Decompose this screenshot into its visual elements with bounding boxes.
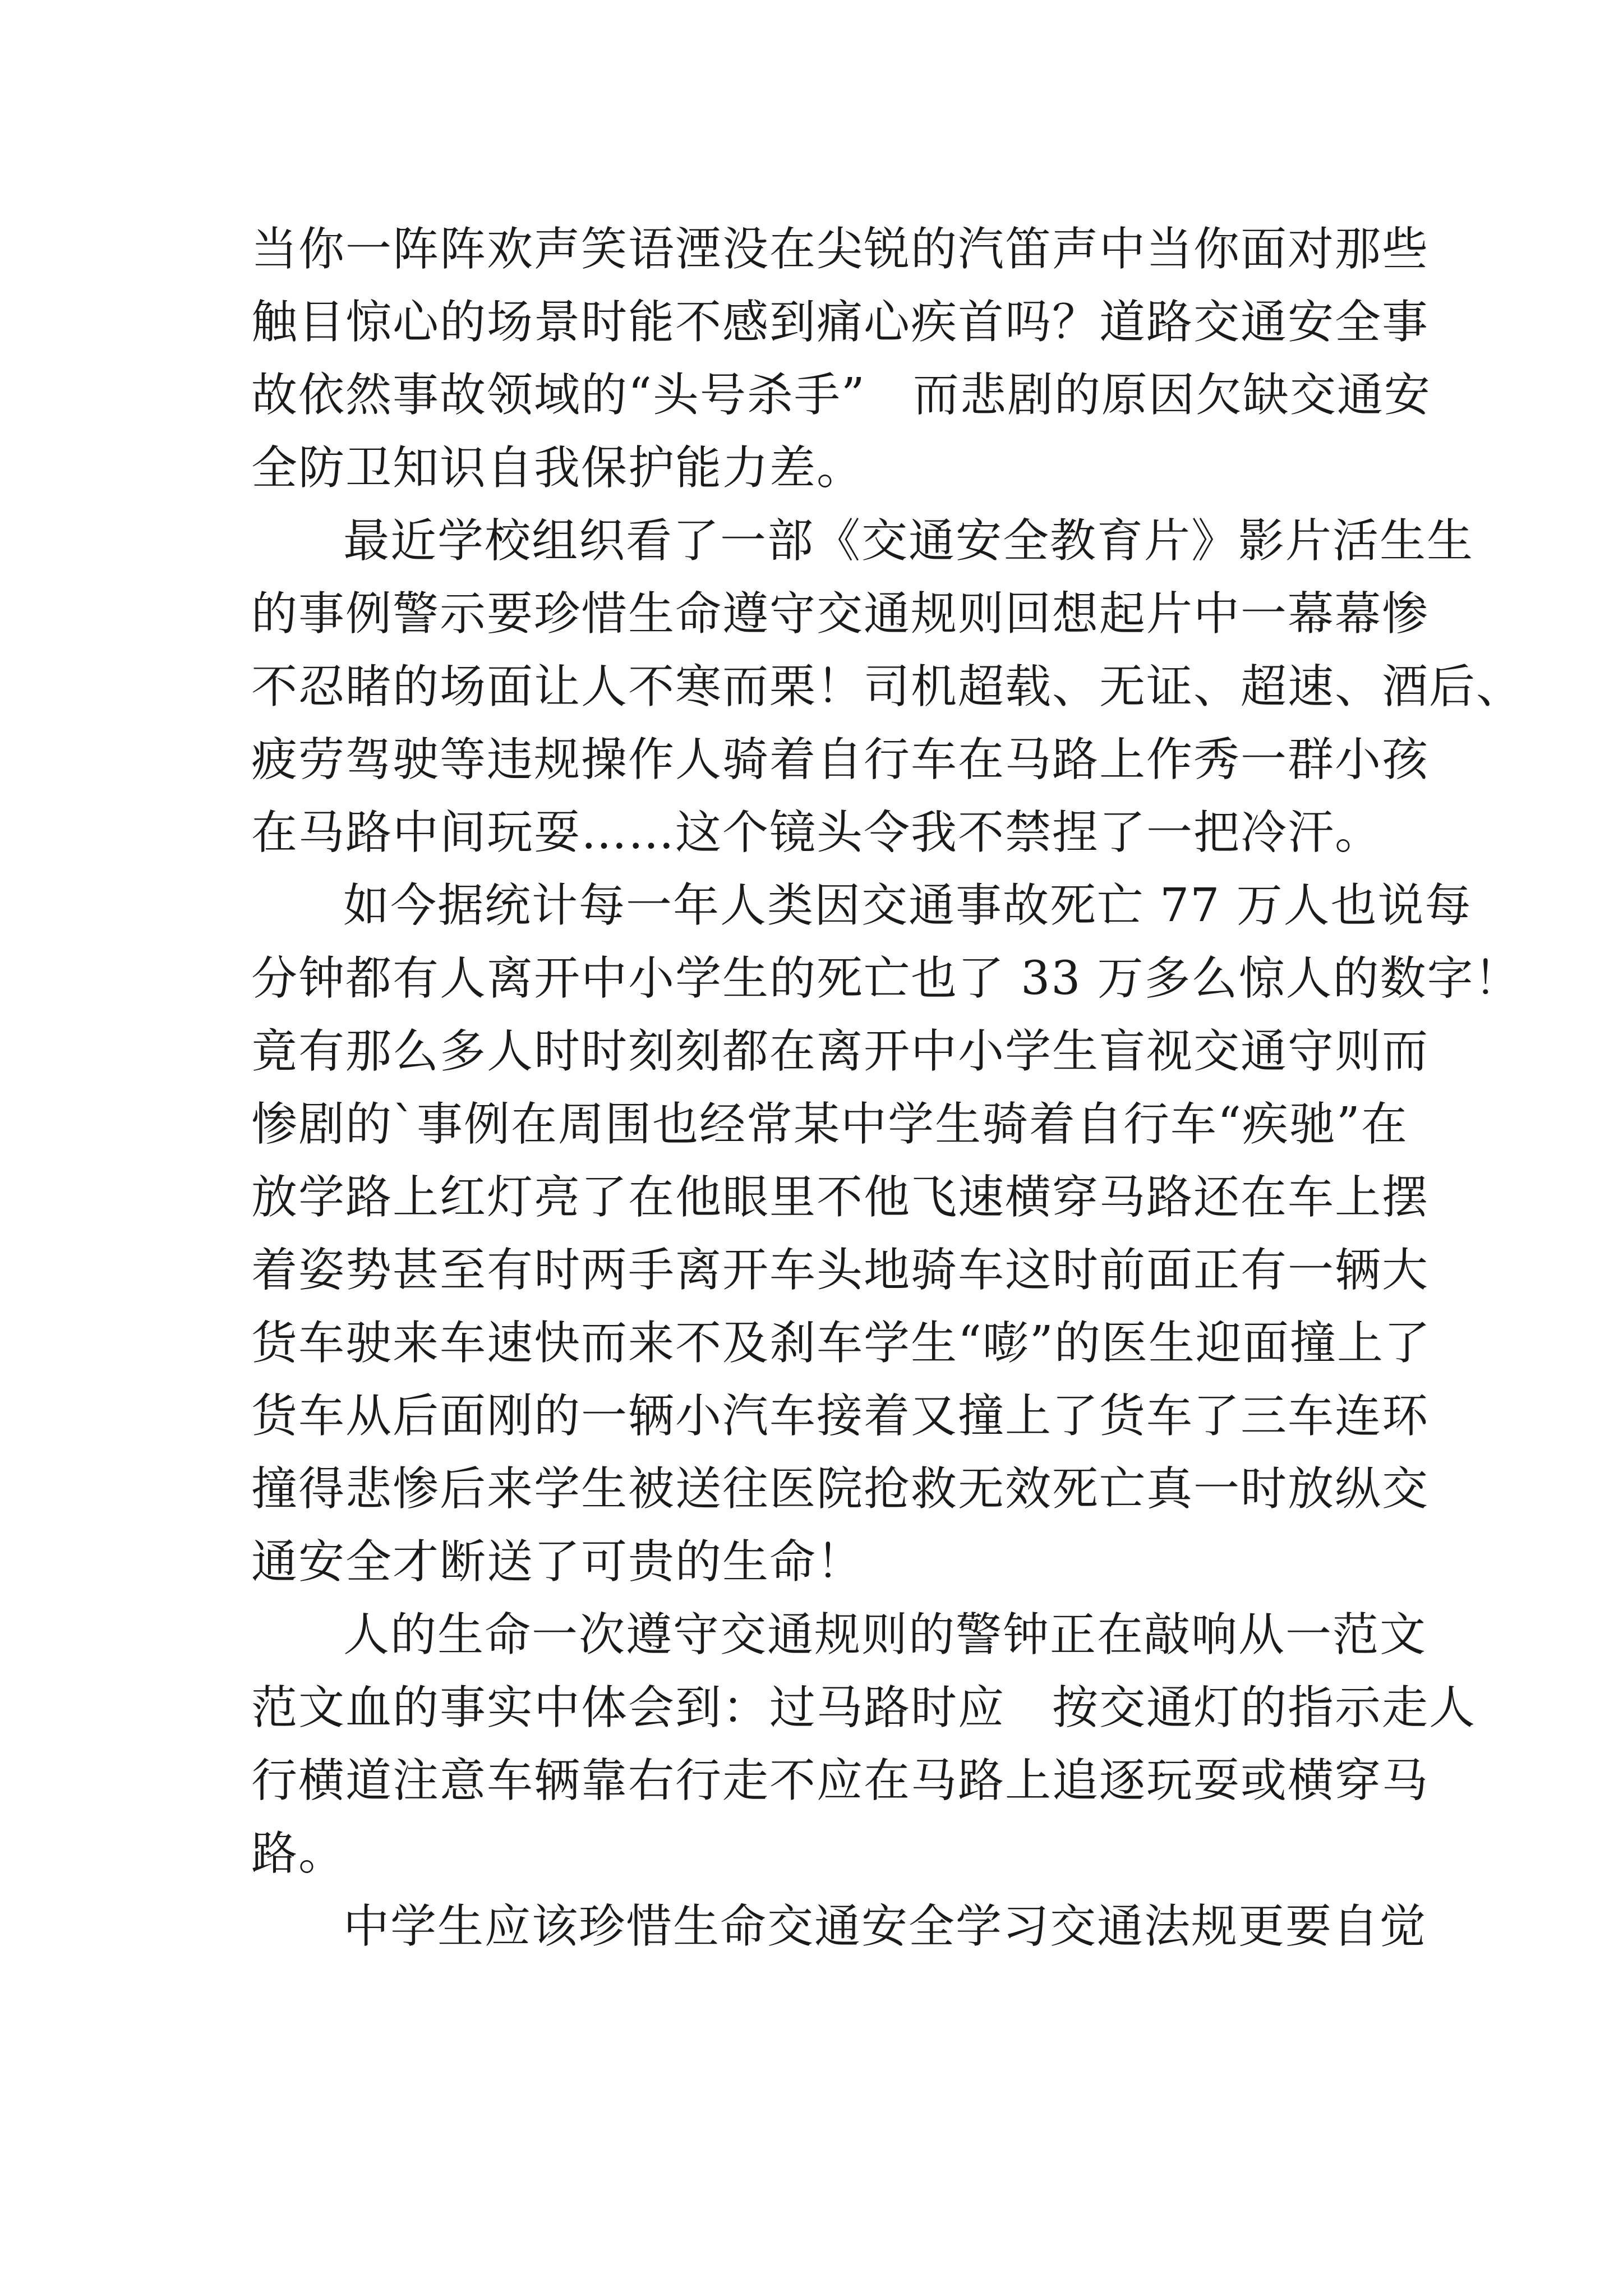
document-line: 故依然事故领域的“头号杀手” 而悲剧的原因欠缺交通安 [251, 369, 1431, 422]
document-line: 货车从后面刚的一辆小汽车接着又撞上了货车了三车连环 [251, 1389, 1430, 1443]
document-line: 当你一阵阵欢声笑语湮没在尖锐的汽笛声中当你面对那些 [251, 223, 1430, 276]
document-line: 全防卫知识自我保护能力差。 [251, 441, 864, 495]
document-line: 分钟都有人离开中小学生的死亡也了 33 万多么惊人的数字！ [251, 952, 1521, 1005]
document-line: 竟有那么多人时时刻刻都在离开中小学生盲视交通守则而 [251, 1025, 1430, 1078]
document-line: 惨剧的`事例在周围也经常某中学生骑着自行车“疾驰”在 [251, 1098, 1408, 1151]
document-line: 范文血的事实中体会到：过马路时应 按交通灯的指示走人 [251, 1681, 1477, 1734]
document-line: 中学生应该珍惜生命交通安全学习交通法规更要自觉 [343, 1900, 1427, 1953]
document-line: 路。 [251, 1827, 346, 1880]
document-line: 触目惊心的场景时能不感到痛心疾首吗？道路交通安全事 [251, 296, 1430, 349]
document-body [251, 213, 1524, 1963]
document-line: 最近学校组织看了一部《交通安全教育片》影片活生生 [343, 514, 1474, 568]
document-line: 人的生命一次遵守交通规则的警钟正在敲响从一范文 [343, 1608, 1427, 1662]
document-line: 不忍睹的场面让人不寒而栗！司机超载、无证、超速、酒后、 [251, 660, 1524, 714]
document-line: 放学路上红灯亮了在他眼里不他飞速横穿马路还在车上摆 [251, 1171, 1430, 1224]
document-line: 通安全才断送了可贵的生命！ [251, 1535, 864, 1589]
document-line: 如今据统计每一年人类因交通事故死亡 77 万人也说每 [343, 879, 1472, 932]
document-line: 着姿势甚至有时两手离开车头地骑车这时前面正有一辆大 [251, 1244, 1430, 1297]
document-line: 的事例警示要珍惜生命遵守交通规则回想起片中一幕幕惨 [251, 587, 1430, 641]
document-line: 在马路中间玩耍……这个镜头令我不禁捏了一把冷汗。 [251, 806, 1382, 859]
document-line: 疲劳驾驶等违规操作人骑着自行车在马路上作秀一群小孩 [251, 733, 1430, 786]
document-line: 货车驶来车速快而来不及刹车学生“嘭”的医生迎面撞上了 [251, 1317, 1431, 1370]
document-line: 撞得悲惨后来学生被送往医院抢救无效死亡真一时放纵交 [251, 1462, 1430, 1516]
document-line: 行横道注意车辆靠右行走不应在马路上追逐玩耍或横穿马 [251, 1754, 1430, 1807]
